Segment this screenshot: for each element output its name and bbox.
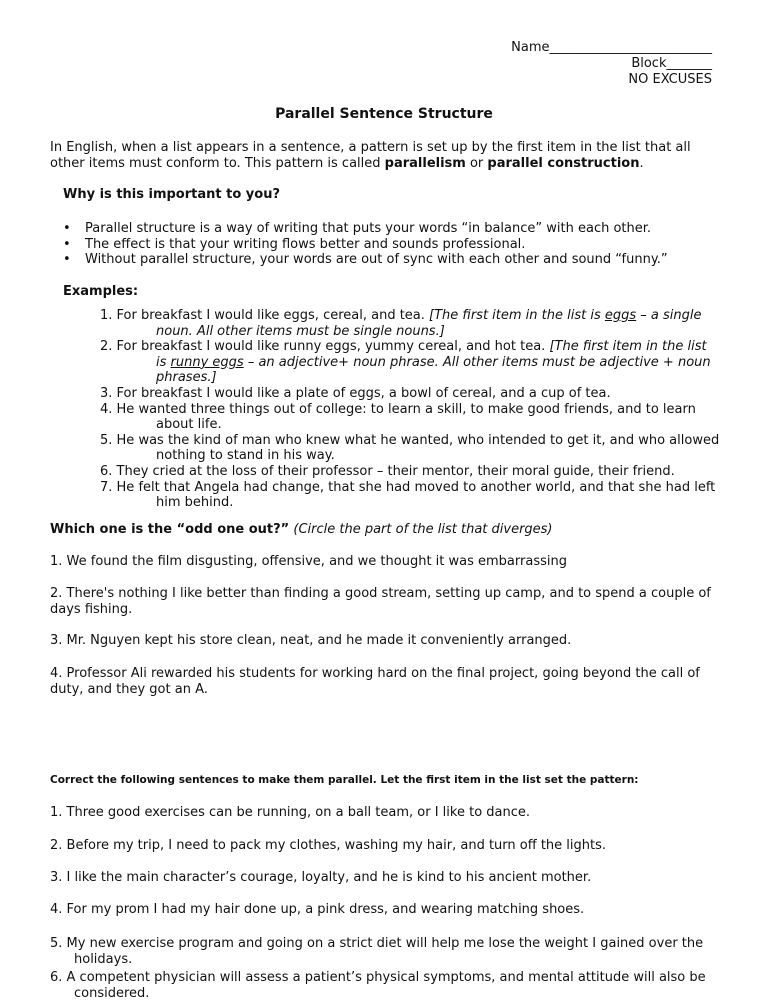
intro-or: or	[465, 155, 488, 171]
correct-item-5: 5. My new exercise program and going on a strict diet will help me lose the weight I gained over the holidays.	[50, 936, 704, 967]
example-item-4: 4. He wanted three things out of college: to learn a skill, to make good friends, and to learn about life.	[100, 401, 696, 433]
example-item-3: 3. For breakfast I would like a plate of eggs, a bowl of cereal, and a cup of tea.	[100, 385, 611, 401]
example-item-1: 1. For breakfast I would like eggs, cereal, and tea. [The first item in the list is eggs – a single noun. All other items must be single nouns.]	[100, 308, 702, 339]
example-note: [The first item in the list is runny eggs – an adjective+ noun phrase. All other items must be adjective + noun phrases.]	[156, 339, 711, 386]
why-bullet-list	[63, 221, 713, 268]
list-item: • The effect is that your writing flows better and sounds professional.	[63, 237, 713, 253]
why-heading: Why is this important to you?	[63, 187, 281, 202]
list-item: • Without parallel structure, your words are out of sync with each other and sound “funny.”	[63, 252, 713, 268]
intro-period: .	[639, 155, 644, 171]
motto: NO EXCUSES	[628, 72, 712, 87]
examples-list	[100, 308, 720, 511]
correct-item-3: 3. I like the main character’s courage, loyalty, and he is kind to his ancient mother.	[50, 870, 592, 885]
page-title: Parallel Sentence Structure	[275, 106, 493, 122]
odd-item-2: 2. There's nothing I like better than finding a good stream, setting up camp, and to spend a couple of days fishing.	[50, 586, 711, 617]
odd-item-4: 4. Professor Ali rewarded his students for working hard on the final project, going beyond the call of duty, and they got an A.	[50, 666, 700, 697]
odd-item-3: 3. Mr. Nguyen kept his store clean, neat, and he made it conveniently arranged.	[50, 633, 572, 648]
correct-item-1: 1. Three good exercises can be running, on a ball team, or I like to dance.	[50, 805, 531, 820]
odd-instruction: (Circle the part of the list that diverges)	[289, 522, 553, 537]
intro-text: In English, when a list appears in a sentence, a pattern is set up by the first item in the list that all other items must conform to. This pattern is called	[50, 140, 691, 171]
block-line: Block_______	[631, 56, 712, 71]
intro-paragraph	[50, 140, 720, 171]
example-item-6: 6. They cried at the loss of their professor – their mentor, their moral guide, their friend.	[100, 463, 675, 479]
odd-one-out-heading	[50, 522, 553, 538]
example-note: [The first item in the list is eggs – a single noun. All other items must be single nouns.]	[156, 308, 702, 339]
name-line: Name_________________________	[511, 40, 712, 55]
example-item-2: 2. For breakfast I would like runny eggs, yummy cereal, and hot tea. [The first item in the list is runny eggs – an adjective+ noun phrase. All other items must be adjective + noun phrases.]	[100, 339, 711, 386]
intro-term-parallelism: parallelism	[384, 155, 466, 171]
examples-heading: Examples:	[63, 284, 139, 299]
odd-item-1: 1. We found the film disgusting, offensive, and we thought it was embarrassing	[50, 554, 567, 569]
correct-item-6: 6. A competent physician will assess a patient’s physical symptoms, and mental attitude will also be considered.	[50, 970, 706, 1001]
odd-heading-text: Which one is the “odd one out?”	[50, 522, 290, 537]
list-item: • Parallel structure is a way of writing that puts your words “in balance” with each other.	[63, 221, 713, 237]
example-item-5: 5. He was the kind of man who knew what he wanted, who intended to get it, and who allowed nothing to stand in his way.	[100, 432, 720, 464]
correct-item-2: 2. Before my trip, I need to pack my clothes, washing my hair, and turn off the lights.	[50, 838, 607, 853]
correct-item-4: 4. For my prom I had my hair done up, a pink dress, and wearing matching shoes.	[50, 902, 585, 917]
correct-heading: Correct the following sentences to make them parallel. Let the first item in the list set the pattern:	[50, 774, 639, 786]
example-item-7: 7. He felt that Angela had change, that she had moved to another world, and that she had left him behind.	[100, 479, 716, 511]
intro-term-parallel-construction: parallel construction	[487, 155, 640, 171]
student-header	[511, 40, 712, 88]
